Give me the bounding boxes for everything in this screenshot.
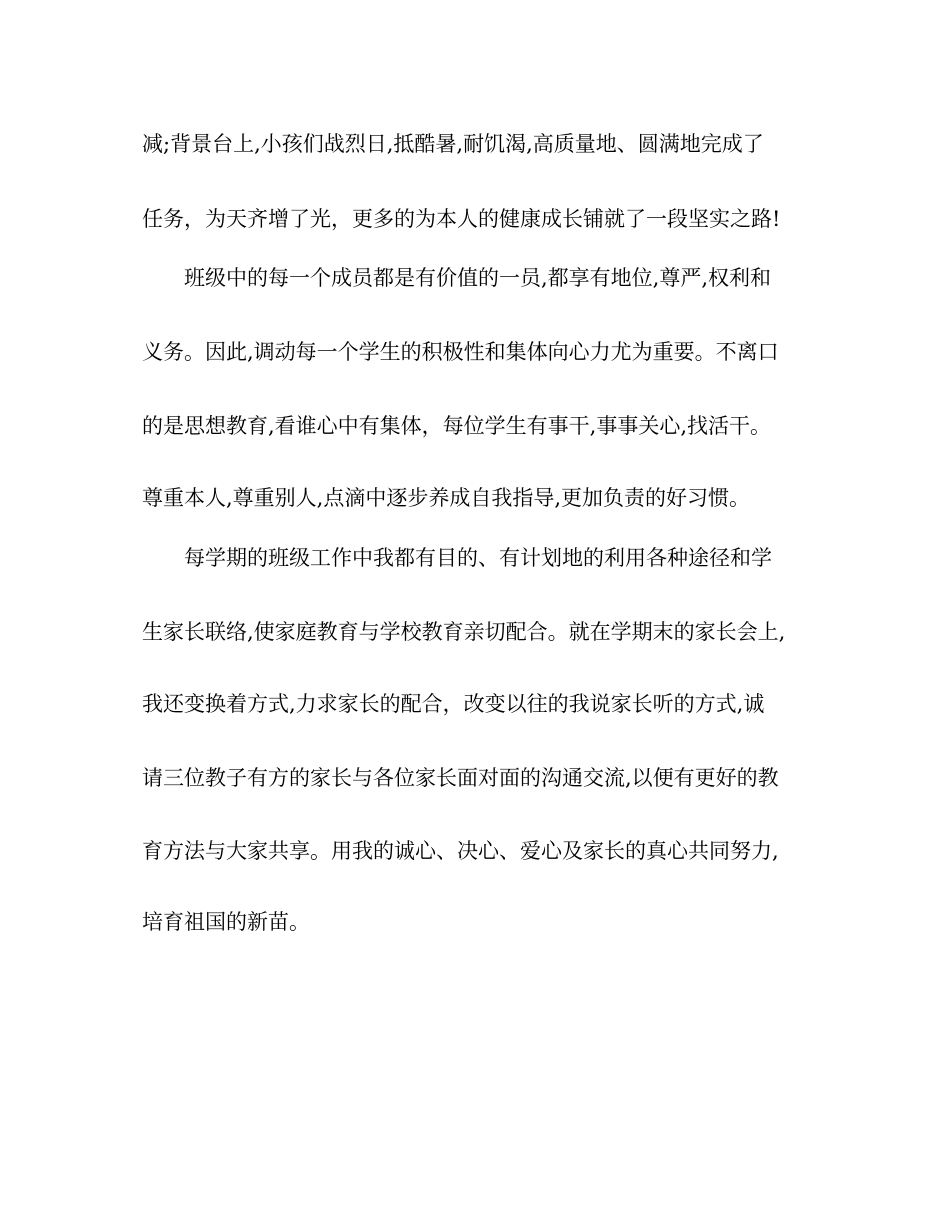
text-line: 生家长联络,使家庭教育与学校教育亲切配合。就在学期末的家长会上,: [142, 620, 786, 644]
text-line: 育方法与大家共享。用我的诚心、决心、爱心及家长的真心共同努力,: [142, 839, 779, 863]
text-line: 尊重本人,尊重别人,点滴中逐步养成自我指导,更加负责的好习惯。: [142, 486, 751, 510]
text-line: 义务。因此,调动每一个学生的积极性和集体向心力尤为重要。不离口: [142, 340, 779, 364]
paragraph-start-line: 每学期的班级工作中我都有目的、有计划地的利用各种途径和学: [184, 546, 772, 570]
text-line: 的是思想教育,看谁心中有集体，每位学生有事干,事事关心,找活干。: [142, 414, 772, 438]
paragraph-start-line: 班级中的每一个成员都是有价值的一员,都享有地位,尊严,权利和: [184, 266, 772, 290]
text-line: 我还变换着方式,力求家长的配合，改变以往的我说家长听的方式,诚: [142, 692, 765, 716]
text-line: 请三位教子有方的家长与各位家长面对面的沟通交流,以便有更好的教: [142, 766, 779, 790]
text-line: 任务，为天齐增了光，更多的为本人的健康成长铺就了一段坚实之路!: [142, 207, 781, 231]
text-line: 减;背景台上,小孩们战烈日,抵酷暑,耐饥渴,高质量地、圆满地完成了: [142, 132, 764, 156]
text-line: 培育祖国的新苗。: [142, 910, 310, 934]
